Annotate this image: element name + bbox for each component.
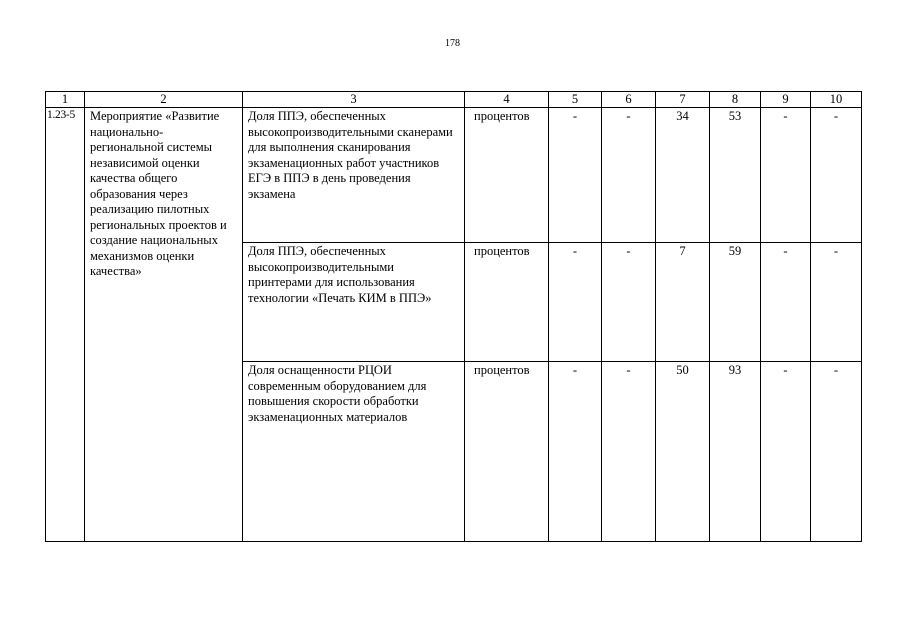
column-header: 7 <box>656 92 710 108</box>
value-cell: - <box>761 243 811 362</box>
value-cell: - <box>761 108 811 243</box>
indicator-name: Доля оснащенности РЦОИ современным оборудованием для повышения скорости обработки экзаменационных материалов <box>243 362 465 542</box>
value-cell: - <box>602 108 656 243</box>
column-header: 6 <box>602 92 656 108</box>
column-header: 9 <box>761 92 811 108</box>
item-code: 1.23-5 <box>46 108 85 542</box>
page-number: 178 <box>445 38 460 49</box>
column-header: 10 <box>811 92 862 108</box>
value-cell: - <box>811 243 862 362</box>
event-name: Мероприятие «Развитие национально-региональной системы независимой оценки качества общего образования через реализацию пилотных региональных проектов и создание национальных механизмов оценки качества» <box>85 108 243 542</box>
unit-cell: процентов <box>465 243 549 362</box>
value-cell: - <box>602 243 656 362</box>
value-cell: 34 <box>656 108 710 243</box>
column-header: 4 <box>465 92 549 108</box>
value-cell: 93 <box>710 362 761 542</box>
column-header: 1 <box>46 92 85 108</box>
column-header: 3 <box>243 92 465 108</box>
value-cell: - <box>602 362 656 542</box>
unit-cell: процентов <box>465 108 549 243</box>
value-cell: - <box>549 362 602 542</box>
value-cell: 7 <box>656 243 710 362</box>
column-header: 8 <box>710 92 761 108</box>
table-header-row <box>46 92 862 108</box>
value-cell: - <box>811 108 862 243</box>
indicator-name: Доля ППЭ, обеспеченных высокопроизводительными принтерами для использования технологии «Печать КИМ в ППЭ» <box>243 243 465 362</box>
column-header: 2 <box>85 92 243 108</box>
value-cell: 50 <box>656 362 710 542</box>
value-cell: - <box>811 362 862 542</box>
value-cell: - <box>761 362 811 542</box>
unit-cell: процентов <box>465 362 549 542</box>
value-cell: 53 <box>710 108 761 243</box>
table-row <box>46 108 862 243</box>
indicator-name: Доля ППЭ, обеспеченных высокопроизводительными сканерами для выполнения сканирования экзаменационных работ участников ЕГЭ в ППЭ в день проведения экзамена <box>243 108 465 243</box>
value-cell: 59 <box>710 243 761 362</box>
column-header: 5 <box>549 92 602 108</box>
value-cell: - <box>549 243 602 362</box>
indicators-table <box>45 91 862 542</box>
value-cell: - <box>549 108 602 243</box>
